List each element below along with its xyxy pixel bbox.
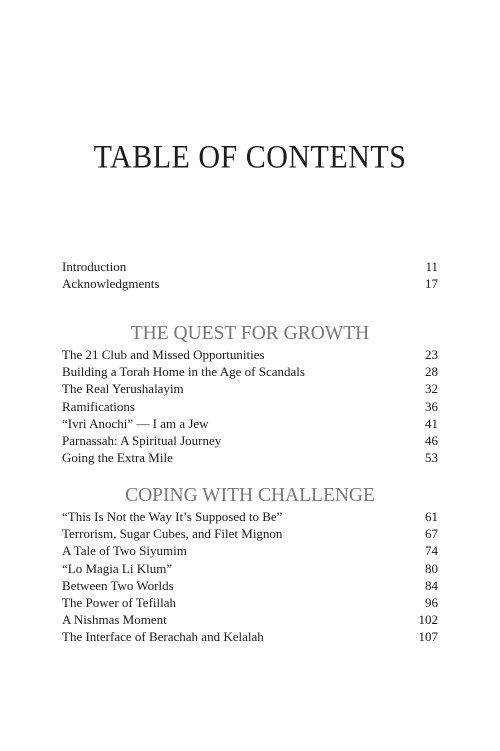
entry-title: Terrorism, Sugar Cubes, and Filet Mignon bbox=[62, 526, 283, 542]
entry-title: “Ivri Anochi” — I am a Jew bbox=[62, 415, 209, 431]
toc-entry bbox=[62, 258, 438, 275]
entry-title: “This Is Not the Way It’s Supposed to Be” bbox=[62, 509, 283, 524]
toc-entry bbox=[62, 275, 438, 292]
toc-entry bbox=[62, 380, 438, 397]
entry-page-number: 11 bbox=[425, 259, 438, 274]
toc-entry bbox=[62, 346, 438, 363]
toc-entry bbox=[62, 525, 438, 542]
toc-entry bbox=[62, 415, 438, 432]
entry-title: The Real Yerushalayim bbox=[62, 381, 184, 397]
entry-page-number: 107 bbox=[418, 629, 438, 645]
toc-entry bbox=[62, 508, 438, 525]
entry-page-number: 36 bbox=[425, 398, 438, 414]
page-title: TABLE OF CONTENTS bbox=[93, 139, 407, 176]
entry-page-number: 80 bbox=[425, 560, 438, 576]
entry-page-number: 53 bbox=[425, 450, 438, 466]
toc-entry bbox=[62, 577, 438, 594]
toc-entry bbox=[62, 432, 438, 449]
toc-entry bbox=[62, 611, 438, 628]
toc-entry bbox=[62, 594, 438, 611]
section-heading: COPING WITH CHALLENGE bbox=[125, 485, 375, 506]
entry-title: “Lo Magia Li Klum” bbox=[62, 560, 173, 576]
entry-page-number: 46 bbox=[425, 432, 438, 448]
entry-title: A Nishmas Moment bbox=[62, 612, 167, 628]
toc-entry bbox=[62, 628, 438, 645]
entry-title: Introduction bbox=[62, 259, 127, 274]
entry-page-number: 23 bbox=[425, 347, 438, 362]
section-heading: THE QUEST FOR GROWTH bbox=[130, 323, 370, 344]
entry-page-number: 67 bbox=[425, 526, 438, 542]
toc-entry bbox=[62, 449, 438, 466]
entry-title: A Tale of Two Siyumim bbox=[62, 543, 187, 559]
toc-entry bbox=[62, 363, 438, 380]
entry-title: Building a Torah Home in the Age of Scandals bbox=[62, 364, 305, 380]
toc-entry bbox=[62, 542, 438, 559]
entry-title: Going the Extra Mile bbox=[62, 450, 173, 466]
entry-title: Acknowledgments bbox=[62, 276, 160, 292]
entry-page-number: 17 bbox=[425, 276, 438, 292]
entry-page-number: 102 bbox=[418, 612, 438, 628]
section-coping-with-challenge bbox=[62, 484, 438, 646]
toc-entry bbox=[62, 398, 438, 415]
entry-title: Parnassah: A Spiritual Journey bbox=[62, 432, 222, 448]
entry-page-number: 61 bbox=[425, 509, 438, 524]
front-matter-list bbox=[62, 258, 438, 292]
section-quest-for-growth bbox=[62, 322, 438, 466]
entry-title: The 21 Club and Missed Opportunities bbox=[62, 347, 265, 362]
entry-page-number: 74 bbox=[425, 543, 438, 559]
entry-page-number: 28 bbox=[425, 364, 438, 380]
toc-entry bbox=[62, 560, 438, 577]
entry-title: Between Two Worlds bbox=[62, 577, 174, 593]
entry-page-number: 32 bbox=[425, 381, 438, 397]
entry-title: The Interface of Berachah and Kelalah bbox=[62, 629, 264, 645]
entry-page-number: 41 bbox=[425, 415, 438, 431]
entry-page-number: 84 bbox=[425, 577, 438, 593]
entry-title: The Power of Tefillah bbox=[62, 594, 177, 610]
entry-page-number: 96 bbox=[425, 594, 438, 610]
entry-title: Ramifications bbox=[62, 398, 135, 414]
